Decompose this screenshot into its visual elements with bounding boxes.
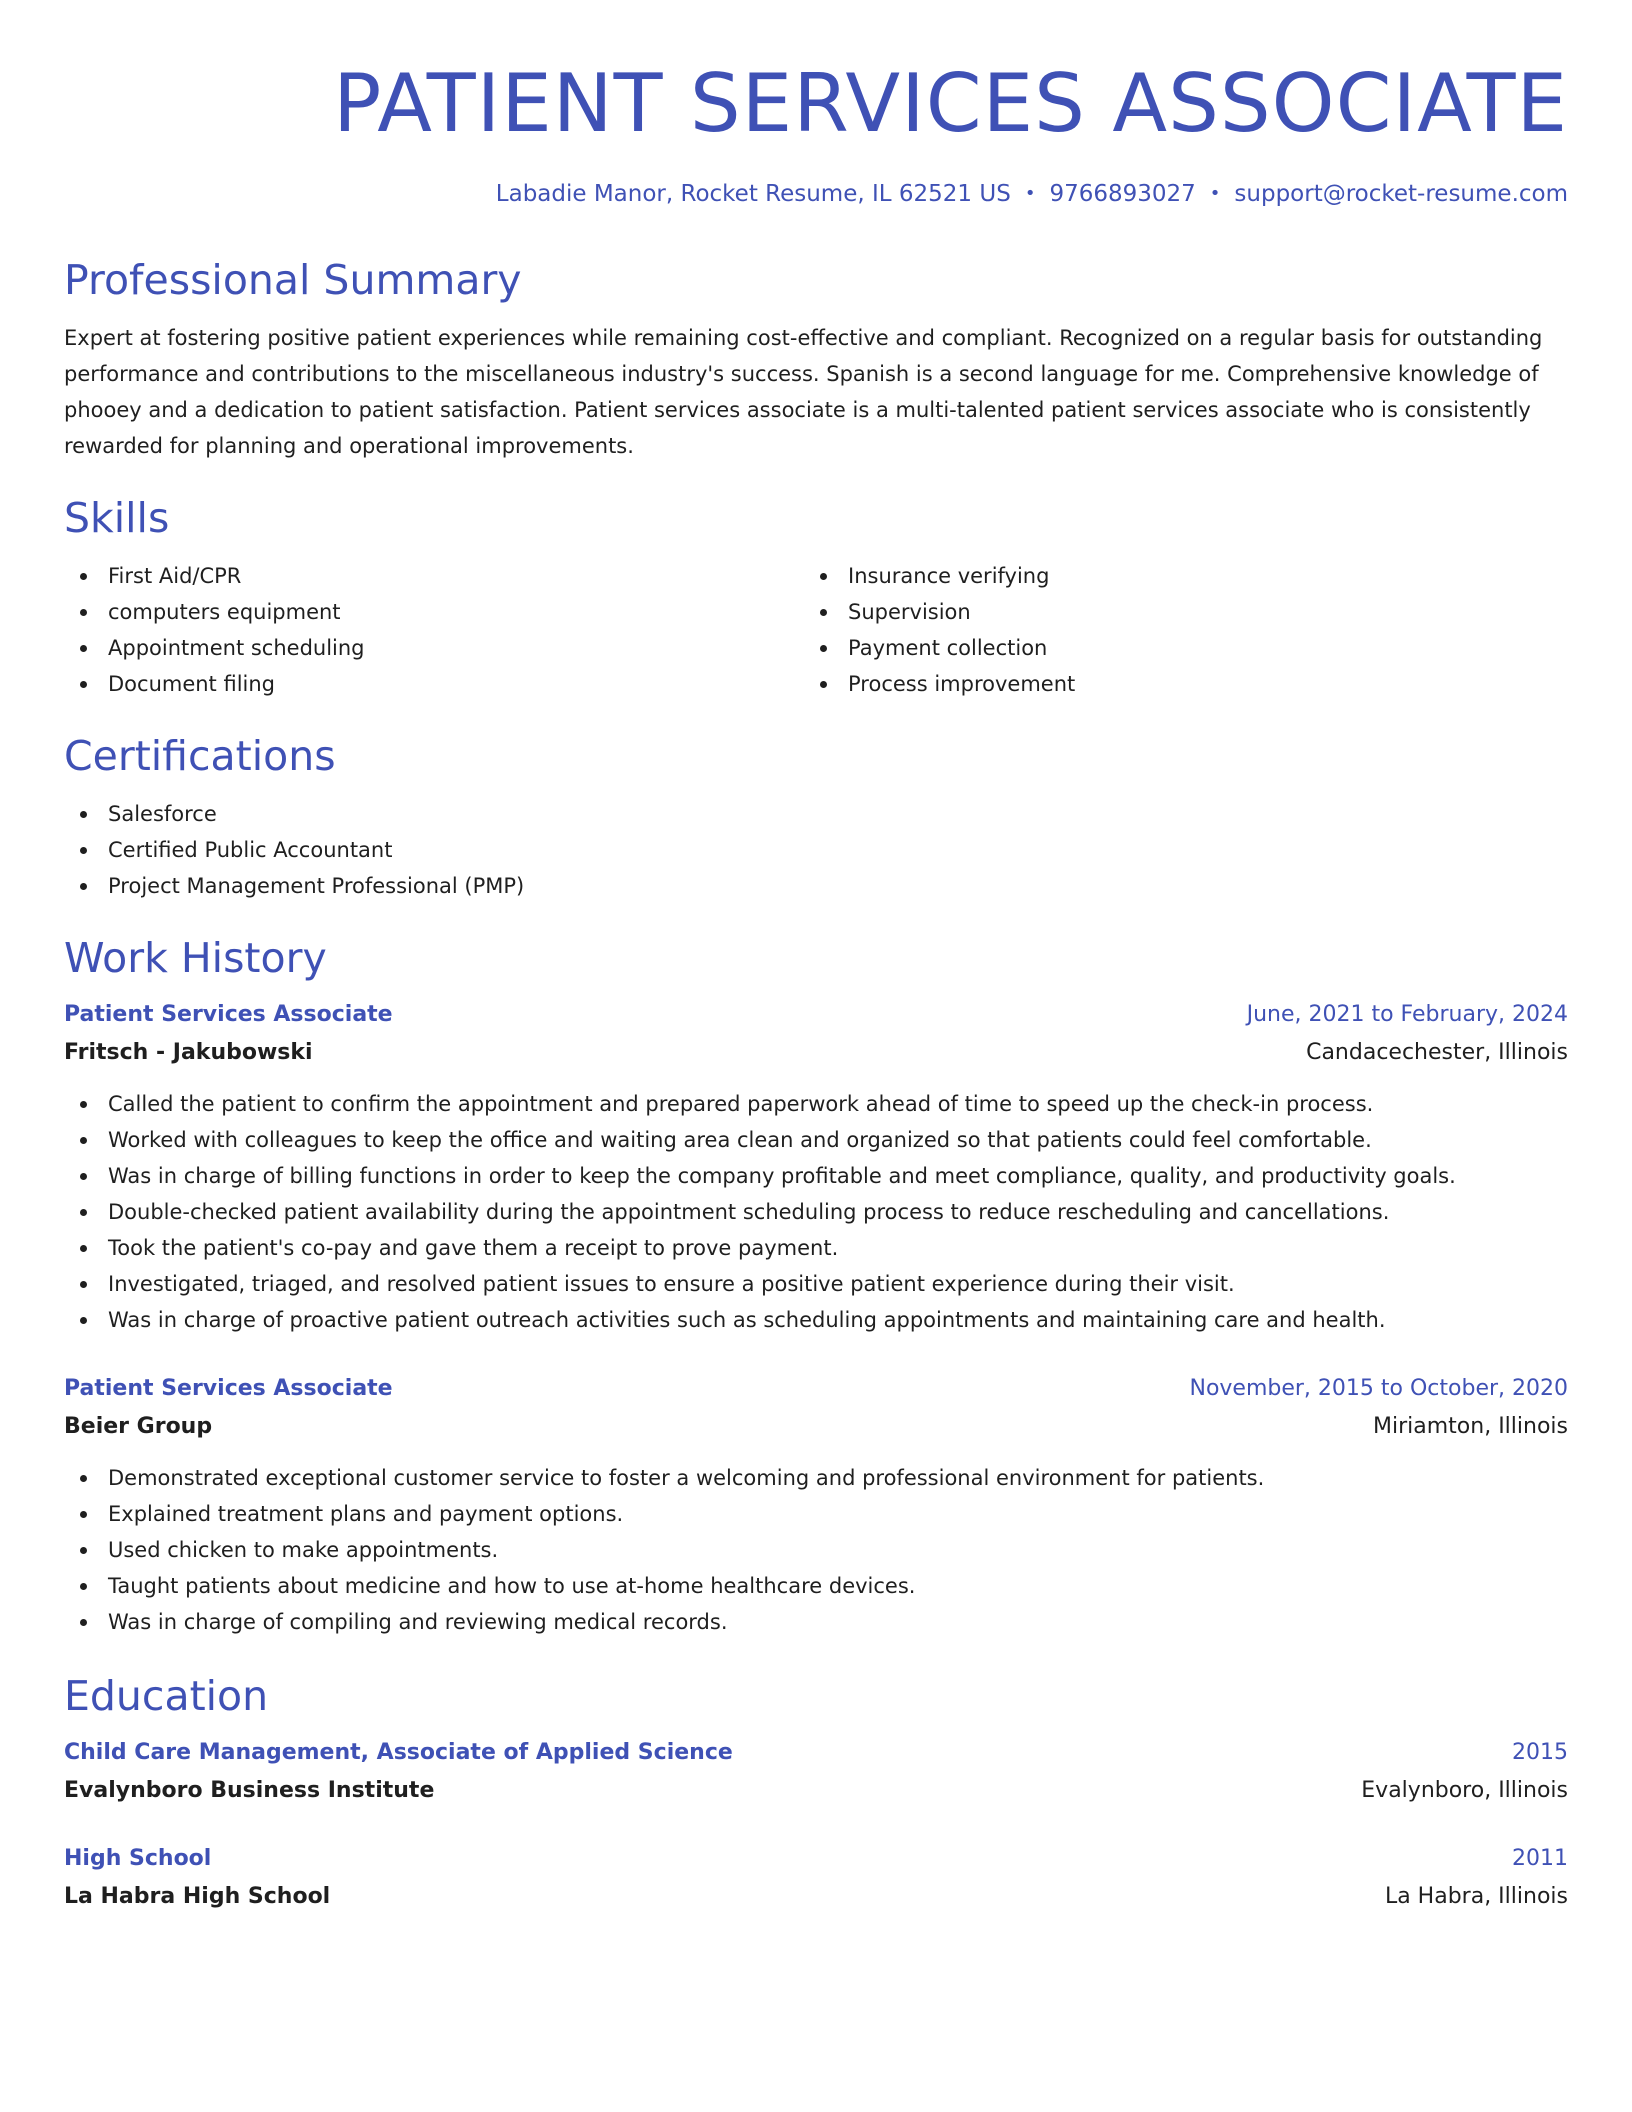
job-company: Fritsch - Jakubowski [64, 1040, 313, 1065]
education-school-row [64, 1878, 1568, 1916]
certification-item: Salesforce [64, 796, 1568, 832]
job-duty-item: Called the patient to confirm the appointment and prepared paperwork ahead of time to speed up the check-in process. [64, 1086, 1568, 1122]
job-dates: November, 2015 to October, 2020 [1189, 1376, 1568, 1401]
job-duties-list [64, 1086, 1568, 1338]
summary-text: Expert at fostering positive patient experiences while remaining cost-effective and compliant. Recognized on a regular basis for outstanding performance and contributions to the miscellaneous industry's success. Spanish is a second language for me. Comprehensive knowledge of phooey and a dedication to patient satisfaction. Patient services associate is a multi-talented patient services associate who is consistently rewarded for planning and operational improvements. [64, 326, 1543, 458]
work-history-heading: Work History [64, 934, 327, 982]
skills-heading: Skills [64, 494, 170, 542]
job-duty-item: Worked with colleagues to keep the office and waiting area clean and organized so that patients could feel comfortable. [64, 1122, 1568, 1158]
job-duty-item: Used chicken to make appointments. [64, 1532, 1568, 1568]
job-duty-item: Demonstrated exceptional customer service to foster a welcoming and professional environment for patients. [64, 1460, 1568, 1496]
job-header-row [64, 996, 1568, 1034]
education-degree-row [64, 1734, 1568, 1772]
certification-item: Project Management Professional (PMP) [64, 868, 1568, 904]
contact-separator: • [1209, 183, 1221, 204]
job-entry [64, 996, 1568, 1338]
skills-section [64, 492, 1568, 702]
job-company-row [64, 1034, 1568, 1072]
job-header-row [64, 1370, 1568, 1408]
contact-email[interactable]: support@rocket-resume.com [1234, 181, 1568, 207]
education-location: La Habra, Illinois [1384, 1884, 1568, 1909]
contact-address: Labadie Manor, Rocket Resume, IL 62521 US [495, 181, 1011, 207]
job-duty-item: Investigated, triaged, and resolved patient issues to ensure a positive patient experience during their visit. [64, 1266, 1568, 1302]
education-school-row [64, 1772, 1568, 1810]
skill-item: First Aid/CPR [64, 558, 804, 594]
job-duty-item: Was in charge of billing functions in order to keep the company profitable and meet compliance, quality, and productivity goals. [64, 1158, 1568, 1194]
education-school: Evalynboro Business Institute [64, 1778, 435, 1803]
education-location: Evalynboro, Illinois [1361, 1778, 1568, 1803]
skills-list-right [804, 558, 1544, 702]
skill-item: Supervision [804, 594, 1544, 630]
skill-item: Payment collection [804, 630, 1544, 666]
work-history-section [64, 932, 1568, 1640]
summary-section [64, 254, 1568, 464]
certification-item: Certified Public Accountant [64, 832, 1568, 868]
job-company: Beier Group [64, 1414, 213, 1439]
job-duty-item: Double-checked patient availability during the appointment scheduling process to reduce rescheduling and cancellations. [64, 1194, 1568, 1230]
job-location: Candacechester, Illinois [1306, 1040, 1568, 1065]
job-location: Miriamton, Illinois [1373, 1414, 1568, 1439]
skills-grid [64, 558, 1568, 702]
certifications-list [64, 796, 1568, 904]
job-duty-item: Was in charge of compiling and reviewing medical records. [64, 1604, 1568, 1640]
job-duty-item: Was in charge of proactive patient outreach activities such as scheduling appointments and maintaining care and health. [64, 1302, 1568, 1338]
job-duty-item: Explained treatment plans and payment options. [64, 1496, 1568, 1532]
job-title: Patient Services Associate [64, 1376, 393, 1401]
education-degree: High School [64, 1846, 212, 1871]
job-duty-item: Took the patient's co-pay and gave them a receipt to prove payment. [64, 1230, 1568, 1266]
job-company-row [64, 1408, 1568, 1446]
contact-line [64, 178, 1568, 210]
education-degree-row [64, 1840, 1568, 1878]
contact-separator: • [1024, 183, 1036, 204]
job-duty-item: Taught patients about medicine and how to use at-home healthcare devices. [64, 1568, 1568, 1604]
resume-title: PATIENT SERVICES ASSOCIATE [333, 57, 1568, 150]
education-entry [64, 1734, 1568, 1810]
skill-item: computers equipment [64, 594, 804, 630]
certifications-section [64, 730, 1568, 904]
job-entry [64, 1370, 1568, 1640]
education-section [64, 1670, 1568, 1916]
skill-item: Document filing [64, 666, 804, 702]
certifications-heading: Certifications [64, 732, 336, 780]
skill-item: Insurance verifying [804, 558, 1544, 594]
education-entry [64, 1840, 1568, 1916]
skill-item: Process improvement [804, 666, 1544, 702]
education-heading: Education [64, 1672, 269, 1720]
contact-phone: 9766893027 [1049, 181, 1196, 207]
education-school: La Habra High School [64, 1884, 331, 1909]
education-year: 2015 [1512, 1740, 1568, 1765]
skills-list-left [64, 558, 804, 702]
skill-item: Appointment scheduling [64, 630, 804, 666]
job-duties-list [64, 1460, 1568, 1640]
education-degree: Child Care Management, Associate of Applied Science [64, 1740, 733, 1765]
education-year: 2011 [1512, 1846, 1568, 1871]
job-dates: June, 2021 to February, 2024 [1246, 1002, 1568, 1027]
summary-heading: Professional Summary [64, 256, 522, 304]
job-title: Patient Services Associate [64, 1002, 393, 1027]
